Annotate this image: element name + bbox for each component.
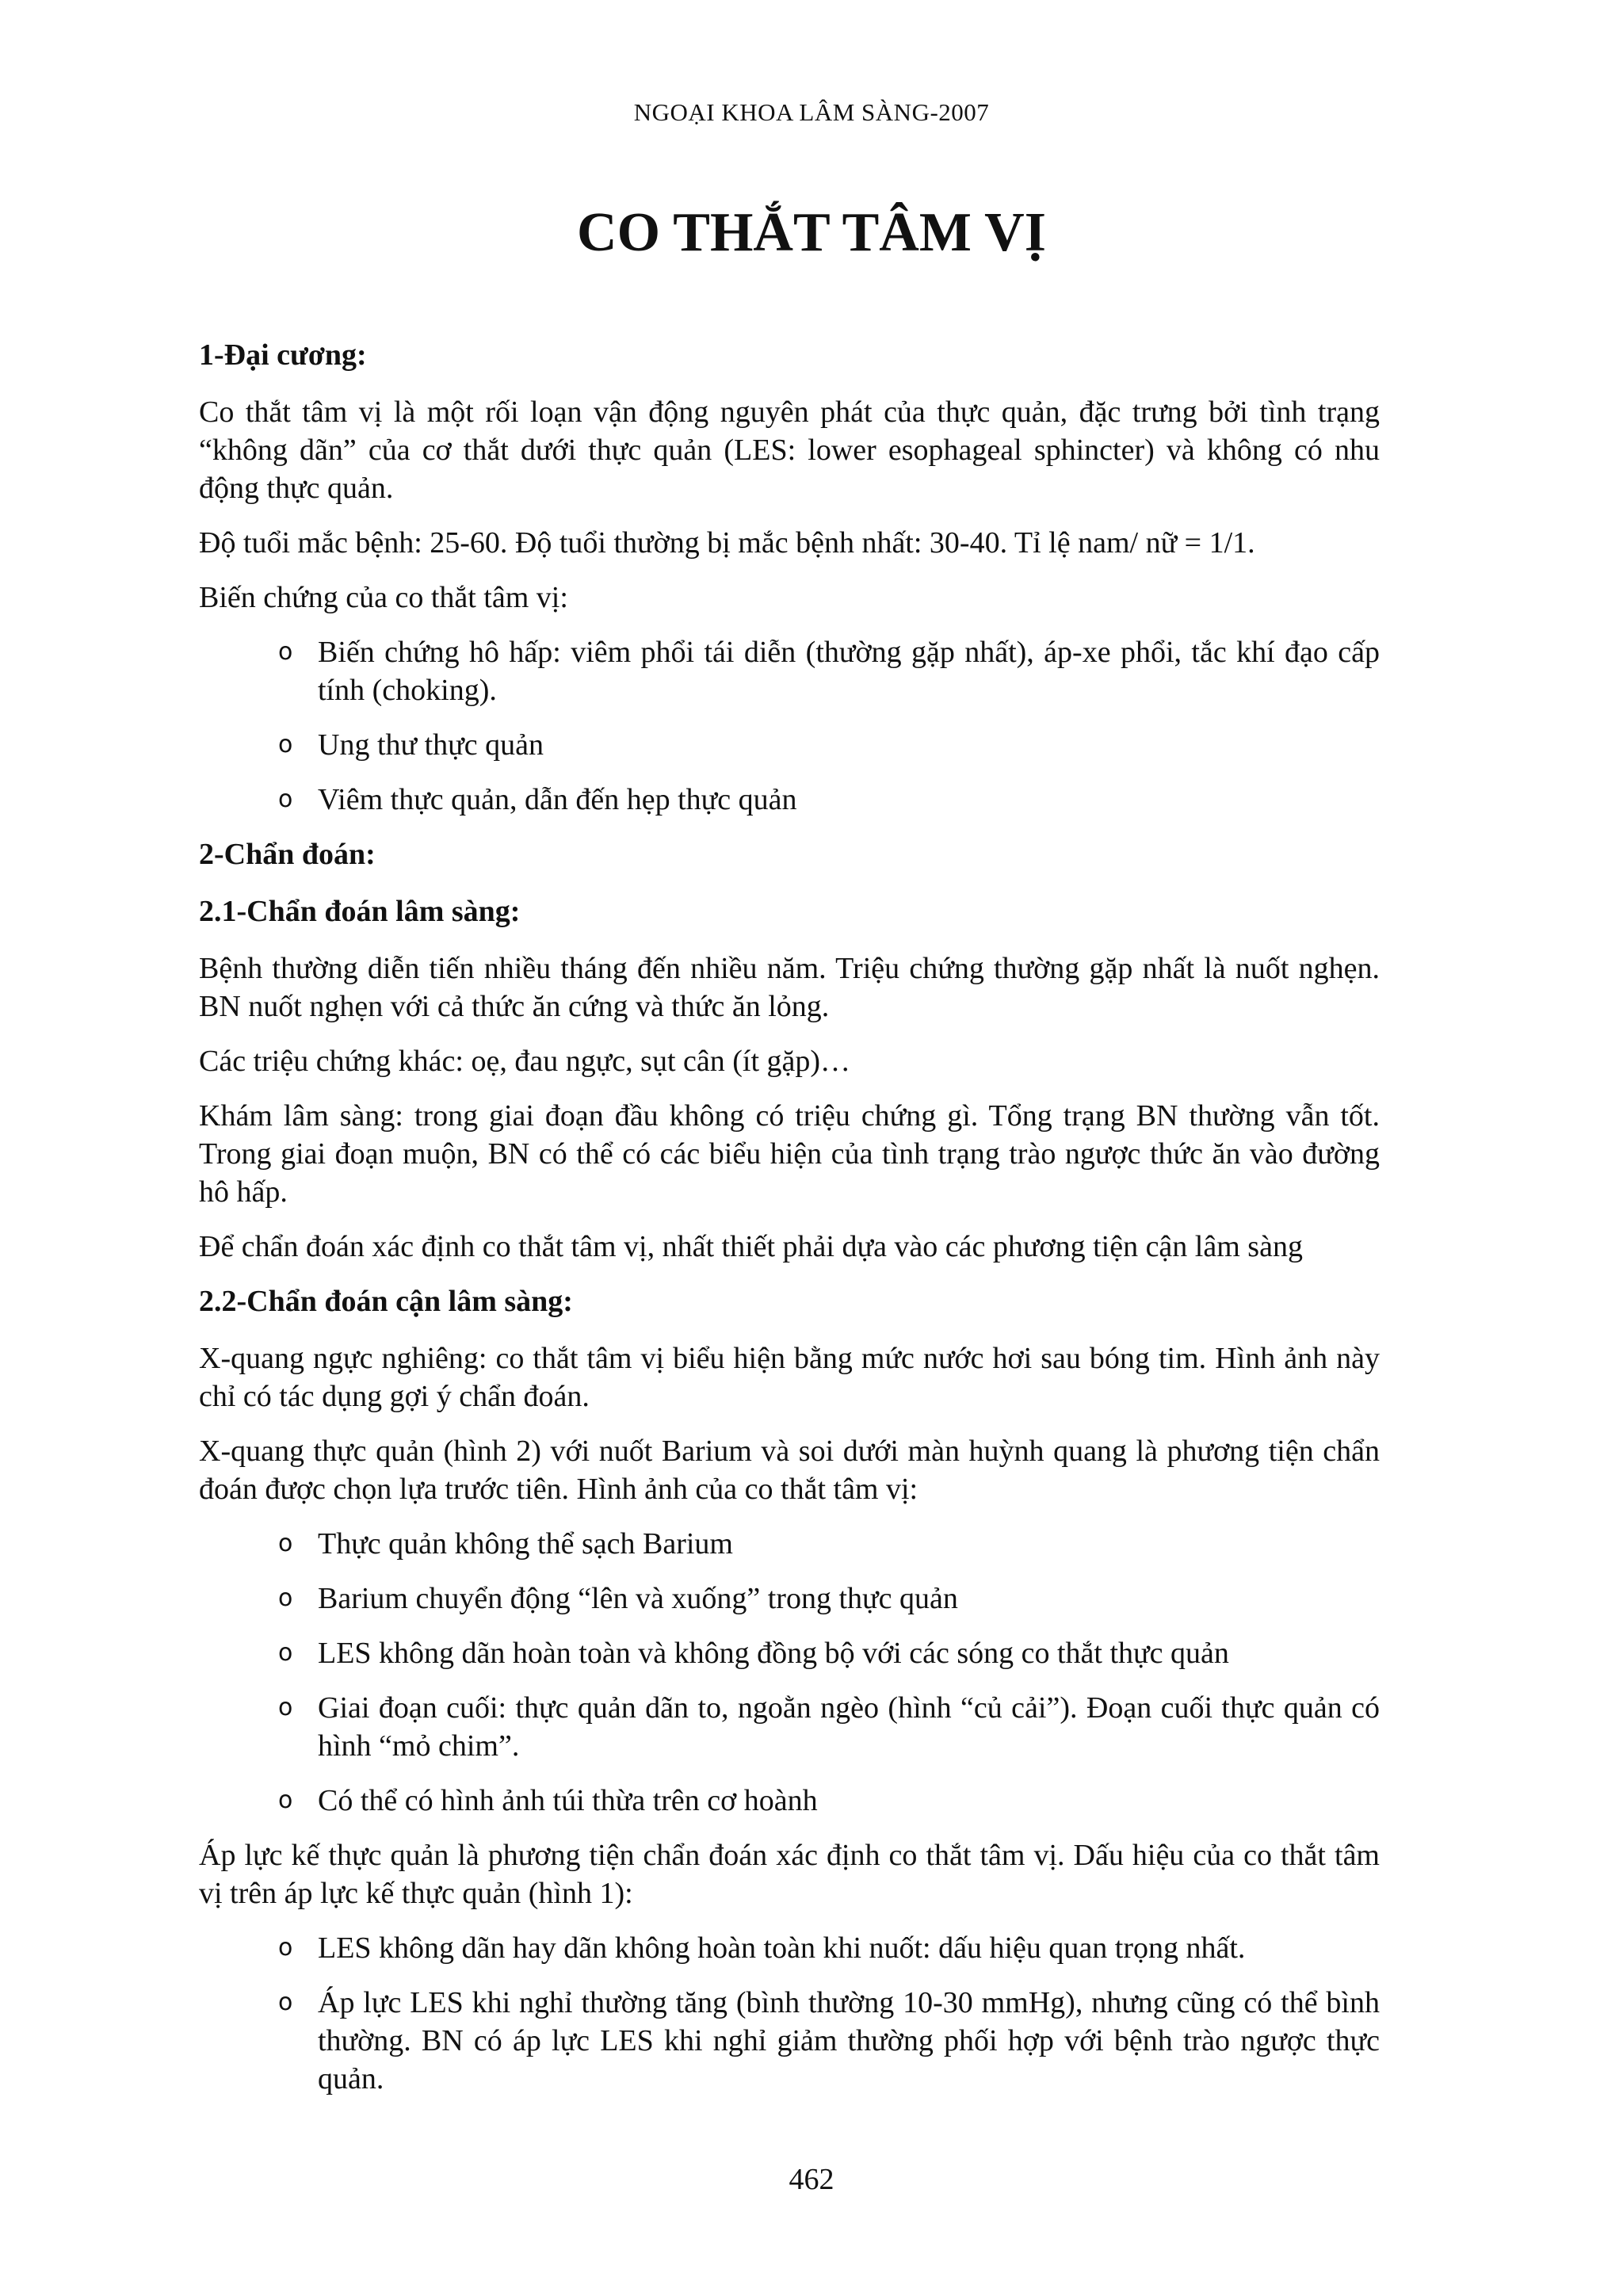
- list-item-text: Áp lực LES khi nghỉ thường tăng (bình thường 10-30 mmHg), nhưng cũng có thể bình thường. BN có áp lực LES khi nghỉ giảm thường phối hợp với bệnh trào ngược thực quản.: [318, 1986, 1380, 2095]
- list-item-text: Giai đoạn cuối: thực quản dãn to, ngoằn ngèo (hình “củ cải”). Đoạn cuối thực quản có hình “mỏ chim”.: [318, 1691, 1380, 1763]
- list-item-text: Có thể có hình ảnh túi thừa trên cơ hoành: [318, 1784, 818, 1817]
- paragraph: Bệnh thường diễn tiến nhiều tháng đến nhiều năm. Triệu chứng thường gặp nhất là nuốt nghẹn. BN nuốt nghẹn với cả thức ăn cứng và thức ăn lỏng.: [199, 952, 1380, 1023]
- bullet-marker: o: [278, 1584, 293, 1612]
- bullet-marker: o: [278, 638, 293, 666]
- bullet-marker: o: [278, 1694, 293, 1721]
- bullet-marker: o: [278, 1786, 293, 1814]
- list-item: [199, 1689, 1380, 1765]
- paragraph: Biến chứng của co thắt tâm vị:: [199, 581, 568, 614]
- list-item: [199, 1929, 1380, 1967]
- document-body: [199, 336, 1380, 2115]
- subsection-heading: 2.2-Chẩn đoán cận lâm sàng:: [199, 1285, 573, 1318]
- paragraph: Khám lâm sàng: trong giai đoạn đầu không có triệu chứng gì. Tổng trạng BN thường vẫn tốt. Trong giai đoạn muộn, BN có thể có các biểu hiện của tình trạng trào ngược thức ăn vào đường hô hấp.: [199, 1099, 1380, 1209]
- bullet-marker: o: [278, 1988, 293, 2016]
- paragraph: X-quang thực quản (hình 2) với nuốt Barium và soi dưới màn huỳnh quang là phương tiện chẩn đoán được chọn lựa trước tiên. Hình ảnh của co thắt tâm vị:: [199, 1435, 1380, 1506]
- bullet-marker: o: [278, 785, 293, 813]
- bullet-marker: o: [278, 731, 293, 758]
- page-number: 462: [789, 2163, 834, 2196]
- bullet-list: [199, 1525, 1380, 1820]
- paragraph: Các triệu chứng khác: oẹ, đau ngực, sụt cân (ít gặp)…: [199, 1045, 851, 1078]
- paragraph: Áp lực kế thực quản là phương tiện chẩn đoán xác định co thắt tâm vị. Dấu hiệu của co thắt tâm vị trên áp lực kế thực quản (hình 1):: [199, 1839, 1380, 1910]
- list-item-text: Ung thư thực quản: [318, 728, 544, 762]
- list-item-text: Thực quản không thể sạch Barium: [318, 1527, 733, 1561]
- list-item: [199, 1984, 1380, 2098]
- paragraph: Co thắt tâm vị là một rối loạn vận động nguyên phát của thực quản, đặc trưng bởi tình trạng “không dãn” của cơ thắt dưới thực quản (LES: lower esophageal sphincter) và không có nhu động thực quản.: [199, 395, 1380, 505]
- list-item-text: LES không dãn hay dãn không hoàn toàn khi nuốt: dấu hiệu quan trọng nhất.: [318, 1931, 1246, 1965]
- list-item: [199, 1782, 1380, 1820]
- bullet-marker: o: [278, 1639, 293, 1667]
- section-heading: 1-Đại cương:: [199, 338, 367, 372]
- list-item: [199, 781, 1380, 819]
- running-header: NGOẠI KHOA LÂM SÀNG-2007: [633, 98, 990, 126]
- list-item-text: Viêm thực quản, dẫn đến hẹp thực quản: [318, 783, 797, 816]
- bullet-marker: o: [278, 1934, 293, 1962]
- bullet-marker: o: [278, 1530, 293, 1557]
- paragraph: Độ tuổi mắc bệnh: 25-60. Độ tuổi thường bị mắc bệnh nhất: 30-40. Tỉ lệ nam/ nữ = 1/1.: [199, 526, 1255, 560]
- paragraph: X-quang ngực nghiêng: co thắt tâm vị biểu hiện bằng mức nước hơi sau bóng tim. Hình ảnh này chỉ có tác dụng gợi ý chẩn đoán.: [199, 1342, 1380, 1413]
- list-item: [199, 1580, 1380, 1618]
- paragraph: Để chẩn đoán xác định co thắt tâm vị, nhất thiết phải dựa vào các phương tiện cận lâm sàng: [199, 1230, 1303, 1263]
- list-item: [199, 726, 1380, 764]
- list-item: [199, 633, 1380, 709]
- list-item-text: Biến chứng hô hấp: viêm phổi tái diễn (thường gặp nhất), áp-xe phổi, tắc khí đạo cấp tính (choking).: [318, 636, 1380, 707]
- list-item: [199, 1525, 1380, 1563]
- list-item-text: LES không dãn hoàn toàn và không đồng bộ với các sóng co thắt thực quản: [318, 1637, 1229, 1670]
- list-item-text: Barium chuyển động “lên và xuống” trong thực quản: [318, 1582, 958, 1615]
- bullet-list: [199, 633, 1380, 819]
- section-heading: 2-Chẩn đoán:: [199, 838, 376, 871]
- subsection-heading: 2.1-Chẩn đoán lâm sàng:: [199, 895, 521, 928]
- bullet-list: [199, 1929, 1380, 2098]
- list-item: [199, 1634, 1380, 1672]
- document-title: CO THẮT TÂM VỊ: [577, 202, 1046, 263]
